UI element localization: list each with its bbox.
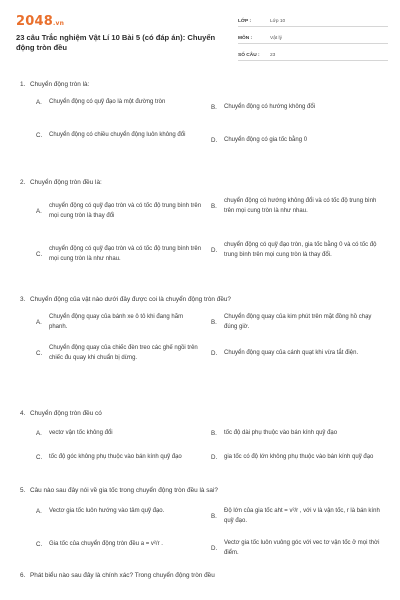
option-text: chuyển động có quỹ đạo tròn, gia tốc bằng 0 và có tốc độ trung bình trên mọi cung tròn là thay đổi. — [224, 242, 377, 258]
option-letter: B. — [211, 430, 217, 437]
question-item — [16, 545, 388, 585]
option-letter: D. — [211, 137, 218, 144]
meta-key: SỐ CÂU : — [238, 53, 260, 58]
document-meta — [238, 14, 388, 65]
option-b[interactable] — [211, 103, 381, 113]
question-number: 6. — [20, 572, 26, 579]
option-letter: B. — [211, 318, 217, 326]
meta-key: LỚP : — [238, 19, 252, 24]
question-text: Phát biểu nào sau đây là chính xác? Trong chuyển động tròn đều — [30, 572, 215, 579]
option-letter: C. — [36, 541, 43, 548]
option-letter: D. — [211, 454, 218, 461]
option-d[interactable] — [211, 136, 381, 146]
option-letter: C. — [36, 132, 43, 139]
meta-key: MÔN : — [238, 36, 253, 41]
question-list — [16, 72, 388, 585]
option-letter: A. — [36, 207, 42, 215]
option-text: chuyển động có quỹ đạo tròn và có tốc độ trung bình trên mọi cung tròn là thay đổi — [49, 203, 202, 219]
meta-value: 23 — [270, 53, 276, 58]
question-item — [16, 378, 388, 461]
logo-text: 2048 — [16, 14, 53, 29]
option-text: tốc độ dài phụ thuộc vào bán kính quỹ đạo — [224, 430, 338, 436]
option-letter: A. — [36, 508, 42, 515]
question-item — [16, 266, 388, 378]
option-letter: D. — [211, 544, 218, 552]
option-c[interactable] — [36, 131, 196, 141]
option-text: Chuyển động quay của kim phút trên mặt đồng hồ chạy đúng giờ. — [224, 314, 372, 330]
option-b[interactable] — [211, 429, 386, 439]
meta-value: Vật lý — [270, 36, 282, 41]
question-heading — [16, 486, 218, 495]
question-text: Chuyển động tròn đều có — [30, 410, 102, 417]
option-a[interactable] — [36, 202, 211, 221]
option-letter: B. — [211, 202, 217, 210]
option-c[interactable] — [36, 245, 211, 264]
option-d[interactable] — [211, 241, 381, 260]
question-number: 1. — [20, 81, 26, 88]
meta-row-subject — [238, 31, 388, 44]
question-heading — [16, 178, 102, 187]
document-title: 23 câu Trắc nghiệm Vật Lí 10 Bài 5 (có đáp án): Chuyển động tròn đều — [16, 33, 216, 52]
option-letter: C. — [36, 349, 43, 357]
option-b[interactable] — [211, 313, 381, 332]
option-text: Vectơ gia tốc luôn hướng vào tâm quỹ đạo. — [49, 508, 165, 514]
option-text: Vectơ gia tốc luôn vuông góc với vec tơ vận tốc ở mọi thời điểm. — [224, 540, 380, 556]
document-header — [16, 14, 386, 64]
question-item — [16, 72, 388, 146]
option-letter: D. — [211, 350, 218, 357]
logo-suffix: .vn — [52, 20, 65, 27]
option-text: Chuyển động có quỹ đạo là một đường tròn — [49, 99, 166, 105]
option-a[interactable] — [36, 429, 201, 439]
question-item — [16, 457, 388, 556]
option-text: Chuyển động có hướng không đổi — [224, 104, 316, 110]
option-a[interactable] — [36, 507, 201, 517]
option-text: Chuyển động quay của cánh quạt khi vừa tắt điện. — [224, 350, 359, 356]
question-heading — [16, 409, 102, 418]
option-a[interactable] — [36, 98, 196, 108]
question-text: Chuyển động tròn đều là: — [30, 179, 102, 186]
question-heading — [16, 295, 231, 304]
option-letter: D. — [211, 246, 218, 254]
option-letter: A. — [36, 318, 42, 326]
question-item — [16, 146, 388, 266]
meta-row-class — [238, 14, 388, 27]
option-letter: C. — [36, 454, 43, 461]
option-text: Chuyển động quay của bánh xe ô tô khi đang hãm phanh. — [49, 314, 184, 330]
question-text: Chuyển động của vật nào dưới đây được coi là chuyển động tròn đều? — [30, 296, 231, 303]
option-letter: B. — [211, 512, 217, 520]
option-text: Gia tốc của chuyển động tròn đều a = v²/r . — [49, 541, 163, 547]
option-letter: A. — [36, 430, 42, 437]
option-letter: B. — [211, 104, 217, 111]
option-letter: A. — [36, 99, 42, 106]
question-heading — [16, 80, 89, 89]
question-number: 4. — [20, 410, 26, 417]
option-b[interactable] — [211, 507, 386, 526]
option-text: Chuyển động có chiều chuyển động luôn không đổi — [49, 132, 186, 138]
option-text: vectơ vận tốc không đổi — [49, 430, 113, 436]
option-c[interactable] — [36, 344, 211, 363]
question-number: 2. — [20, 179, 26, 186]
option-d[interactable] — [211, 349, 381, 359]
question-heading — [16, 571, 215, 580]
option-text: gia tốc có độ lớn không phụ thuộc vào bán kính quỹ đạo — [224, 454, 374, 460]
meta-value: Lớp 10 — [270, 19, 286, 24]
option-a[interactable] — [36, 313, 201, 332]
option-text: Chuyển động quay của chiếc đèn treo các ghế ngồi trên chiếc đu quay khi chuẩn bị dừng. — [49, 345, 198, 361]
option-text: chuyển động có hướng không đổi và có tốc độ trung bình trên mọi cung tròn là như nhau. — [224, 198, 377, 214]
option-text: chuyển động có quỹ đạo tròn và có tốc độ trung bình trên mọi cung tròn là như nhau. — [49, 246, 202, 262]
question-number: 5. — [20, 487, 26, 494]
option-text: Chuyển động có gia tốc bằng 0 — [224, 137, 308, 143]
site-logo[interactable] — [16, 14, 64, 29]
option-text: Độ lớn của gia tốc aht = v²/r , với v là vận tốc, r là bán kính quỹ đạo. — [224, 508, 380, 524]
question-text: Câu nào sau đây nói về gia tốc trong chuyển động tròn đều là sai? — [30, 487, 218, 494]
option-text: tốc độ góc không phụ thuộc vào bán kính quỹ đạo — [49, 454, 182, 460]
question-number: 3. — [20, 296, 26, 303]
meta-row-count — [238, 48, 388, 61]
question-text: Chuyển động tròn là: — [30, 81, 90, 88]
option-letter: C. — [36, 250, 43, 258]
option-b[interactable] — [211, 197, 381, 216]
